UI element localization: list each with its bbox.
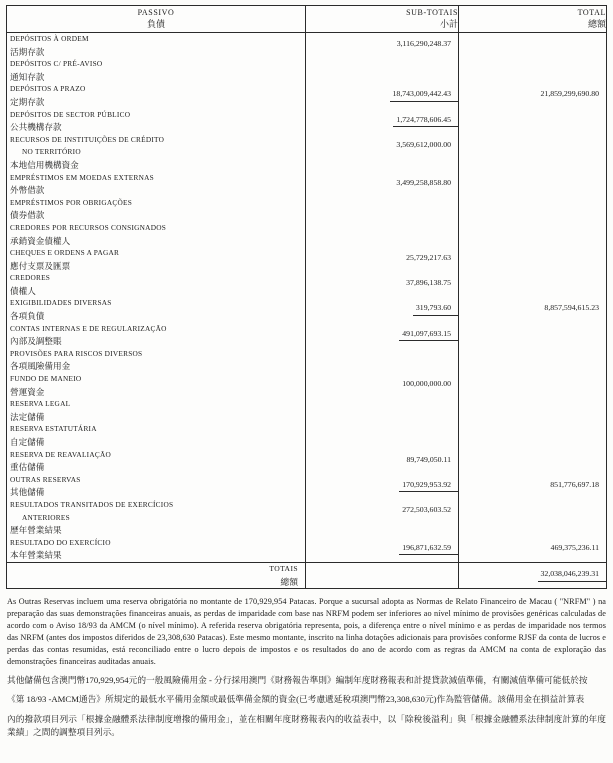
row-total-cell [458,449,606,474]
row-label-zh: 活期存款 [10,46,45,57]
row-label-cell [7,297,305,322]
row-label-zh: 債券借款 [10,210,45,221]
row-label-cell [7,398,305,423]
row-label-cell [7,272,305,297]
row-subtotal-cell [305,58,458,83]
row-label-zh: 歷年營業結果 [10,525,62,536]
header-passivo-pt: PASSIVO [137,8,175,17]
subtotal-value: 170,929,953.92 [399,479,458,493]
row-subtotal-cell [305,423,458,448]
totals-label-cell [7,563,305,588]
row-total-cell [458,197,606,222]
grand-total-value: 32,038,046,239.31 [538,568,606,582]
row-subtotal-cell [305,348,458,373]
row-label-zh: 各項負債 [10,311,45,322]
row-total-cell [458,272,606,297]
row-total-cell [458,172,606,197]
row-label-cell [7,323,305,348]
row-subtotal-cell [305,109,458,134]
row-label-pt: EXIGIBILIDADES DIVERSAS [10,298,112,308]
row-label-cell [7,83,305,108]
row-label-cell [7,197,305,222]
table-row [7,297,606,322]
row-label-pt: RESERVA LEGAL [10,399,71,409]
row-label-pt: RECURSOS DE INSTITUIÇÕES DE CRÉDITO [10,134,165,144]
subtotal-value: 100,000,000.00 [402,379,451,389]
table-row [7,109,606,134]
row-subtotal-cell [305,297,458,322]
row-total-cell [458,33,606,58]
row-subtotal-cell [305,373,458,398]
row-label-zh: 本地信用機構資金 [10,159,79,170]
row-label-cell [7,33,305,58]
table-row [7,348,606,373]
row-total-cell [458,474,606,499]
table-header [7,6,606,33]
row-label-zh: 自定儲備 [10,437,45,447]
row-label-cell [7,449,305,474]
subtotal-value: 3,116,290,248.37 [396,39,451,48]
row-total-cell [458,499,606,537]
row-subtotal-cell [305,537,458,562]
row-label-cell [7,172,305,197]
table-row [7,323,606,348]
row-subtotal-cell [305,33,458,58]
row-label-pt: EMPRÉSTIMOS EM MOEDAS EXTERNAS [10,172,154,182]
row-total-cell [458,222,606,247]
row-total-cell [458,109,606,134]
row-subtotal-cell [305,474,458,499]
row-label-pt: DEPÓSITOS DE SECTOR PÚBLICO [10,109,131,119]
subtotal-value: 491,097,693.15 [399,328,458,342]
row-subtotal-cell [305,272,458,297]
row-total-cell [458,297,606,322]
liabilities-table [6,5,607,589]
row-label-cell [7,134,305,172]
note-chinese-2: 《第 18/93 -AMCM通告》所規定的最低水平備用金額或最低準備金額的資金(已考慮遞延稅項澳門幣23,308,630元)作為監管儲備。該備用金在損益計算表 [7,694,585,705]
row-label-zh: 通知存款 [10,71,45,82]
row-label-cell [7,222,305,247]
row-subtotal-cell [305,172,458,197]
row-subtotal-cell [305,83,458,108]
row-label-pt: RESERVA DE REAVALIAÇÃO [10,449,112,459]
row-label-pt: DEPÓSITOS À ORDEM [10,34,89,43]
row-label-cell [7,109,305,134]
table-row [7,474,606,499]
row-label-pt: DEPÓSITOS C/ PRÉ-AVISO [10,59,103,69]
header-total-zh: 總額 [587,19,606,29]
row-label-pt: PROVISÕES PARA RISCOS DIVERSOS [10,348,143,358]
total-value: 21,859,299,690.80 [540,89,599,99]
row-label-pt: RESULTADOS TRANSITADOS DE EXERCÍCIOS [10,499,174,509]
row-label-pt: CREDORES POR RECURSOS CONSIGNADOS [10,222,167,232]
row-label-zh: 應付支票及匯票 [10,260,71,271]
row-label-cell [7,537,305,562]
table-row [7,398,606,423]
note-chinese-1: 其他儲備包含澳門幣170,929,954元的一般風險備用金 - 分行採用澳門《財務報告準則》編制年度財務報表和計提貸款減值準備，有關減值準備可能低於按 [7,674,588,685]
row-label-pt: FUNDO DE MANEIO [10,374,82,384]
totals-subtotal-cell [305,563,458,588]
table-row [7,449,606,474]
row-total-cell [458,323,606,348]
row-label-zh: 營運資金 [10,386,45,397]
table-row [7,33,606,58]
row-subtotal-cell [305,449,458,474]
subtotal-value: 1,724,778,606.45 [393,114,458,128]
row-total-cell [458,134,606,172]
row-label-cell [7,474,305,499]
header-col-passivo [7,6,305,32]
subtotal-value: 196,871,632.59 [399,542,458,556]
totals-total-cell [458,563,606,588]
row-subtotal-cell [305,398,458,423]
row-label-pt: EMPRÉSTIMOS POR OBRIGAÇÕES [10,197,133,207]
table-row [7,222,606,247]
row-label-zh: 外幣借款 [10,185,45,196]
row-total-cell [458,373,606,398]
row-label-zh: 債權人 [10,285,36,296]
total-value: 8,857,594,615.23 [544,303,599,313]
row-label-pt: DEPÓSITOS A PRAZO [10,84,86,94]
table-row [7,197,606,222]
header-col-subtotais [305,6,458,32]
subtotal-value: 3,499,258,858.80 [396,177,451,187]
row-label-pt: RESERVA ESTATUTÁRIA [10,424,97,434]
row-subtotal-cell [305,197,458,222]
notes-section [6,596,607,739]
table-row [7,499,606,537]
table-row [7,83,606,108]
row-total-cell [458,398,606,423]
row-subtotal-cell [305,222,458,247]
row-label-cell [7,58,305,83]
row-subtotal-cell [305,247,458,272]
note-portuguese: As Outras Reservas incluem uma reserva obrigatória no montante de 170,929,954 Patacas. Porque a sucursal adopta as Normas de Relato Financeiro de Macau ( "NRFM" ) na preparação das suas demonstrações financeiras anuais, as perdas de imparidade com base nas NRFM podem ser inferiores ao nível mínimo de provisões genéricas calculadas de acordo com o Aviso 18/93 da AMCM (o nível mínimo). A referida reserva obrigatória representa, pois, a diferença entre o nível mínimo e as perdas de imparidade nos termos das NRFM (antes dos impostos diferidos de 23,308,630 Patacas). Este mesmo montante, inscrito na linha dotações adicionais para provisões conforme RJSF da conta de lucros e perdas das contas resumidas, está reconciliado entre o lucro depois de impostos e os resultados do ano de acordo com as regras da AMCM na conta de exploração das demonstrações financeiras auditadas anuais. [7,597,606,666]
row-label-zh: 內部及調整賬 [10,336,62,347]
header-passivo-zh: 負債 [146,19,165,29]
row-label-cell [7,423,305,448]
subtotal-value: 37,896,138.75 [406,278,451,288]
row-total-cell [458,58,606,83]
row-label-zh: 本年營業結果 [10,550,62,561]
row-label-pt-cont: ANTERIORES [22,512,70,522]
header-subtotais-zh: 小計 [439,19,458,29]
row-total-cell [458,423,606,448]
row-label-zh: 其他儲備 [10,487,45,498]
header-total-pt: TOTAL [577,8,606,17]
row-label-zh: 各項風險備用金 [10,361,71,372]
table-row [7,423,606,448]
table-row [7,537,606,562]
subtotal-value: 89,749,050.11 [406,454,451,464]
totals-label-zh: 總額 [280,576,298,587]
row-subtotal-cell [305,499,458,537]
subtotal-value: 272,503,603.52 [402,504,451,514]
subtotal-value: 18,743,009,442.43 [390,88,458,102]
table-row [7,272,606,297]
table-row [7,134,606,172]
row-label-pt: CONTAS INTERNAS E DE REGULARIZAÇÃO [10,323,167,333]
subtotal-value: 3,569,612,000.00 [396,139,451,149]
row-label-pt: CHEQUES E ORDENS A PAGAR [10,248,120,258]
subtotal-value: 25,729,217.63 [406,253,451,263]
header-col-total [458,6,606,32]
row-label-zh: 定期存款 [10,96,45,107]
row-label-zh: 重估儲備 [10,462,45,473]
row-total-cell [458,83,606,108]
totals-label-pt: TOTAIS [269,563,298,573]
row-label-zh: 承銷資金債權人 [10,235,71,246]
note-chinese-3: 內的撥款項目列示「根據金融體系法律制度增撥的備用金」，並在相關年度財務報表內的收益表中，以「除稅後溢利」與「根據金融體系法律制度計算的年度業績」之間的調整項目列示。 [7,713,606,738]
row-label-zh: 公共機構存款 [10,122,62,133]
row-subtotal-cell [305,323,458,348]
row-total-cell [458,247,606,272]
row-subtotal-cell [305,134,458,172]
row-label-cell [7,373,305,398]
table-row [7,58,606,83]
totals-row [7,562,606,588]
total-value: 469,375,236.11 [550,542,599,552]
row-label-pt: CREDORES [10,273,51,283]
row-total-cell [458,348,606,373]
row-label-cell [7,348,305,373]
row-label-cell [7,499,305,537]
row-label-zh: 法定儲備 [10,411,45,422]
row-label-pt: RESULTADO DO EXERCÍCIO [10,537,111,547]
row-label-pt: OUTRAS RESERVAS [10,474,81,484]
header-subtotais-pt: SUB-TOTAIS [406,8,458,17]
liabilities-rows [7,33,606,562]
table-row [7,247,606,272]
table-row [7,172,606,197]
total-value: 851,776,697.18 [550,479,599,489]
subtotal-value: 319,793.60 [413,302,458,316]
table-row [7,373,606,398]
row-label-pt-cont: NO TERRITÓRIO [22,147,81,157]
row-total-cell [458,537,606,562]
row-label-cell [7,247,305,272]
